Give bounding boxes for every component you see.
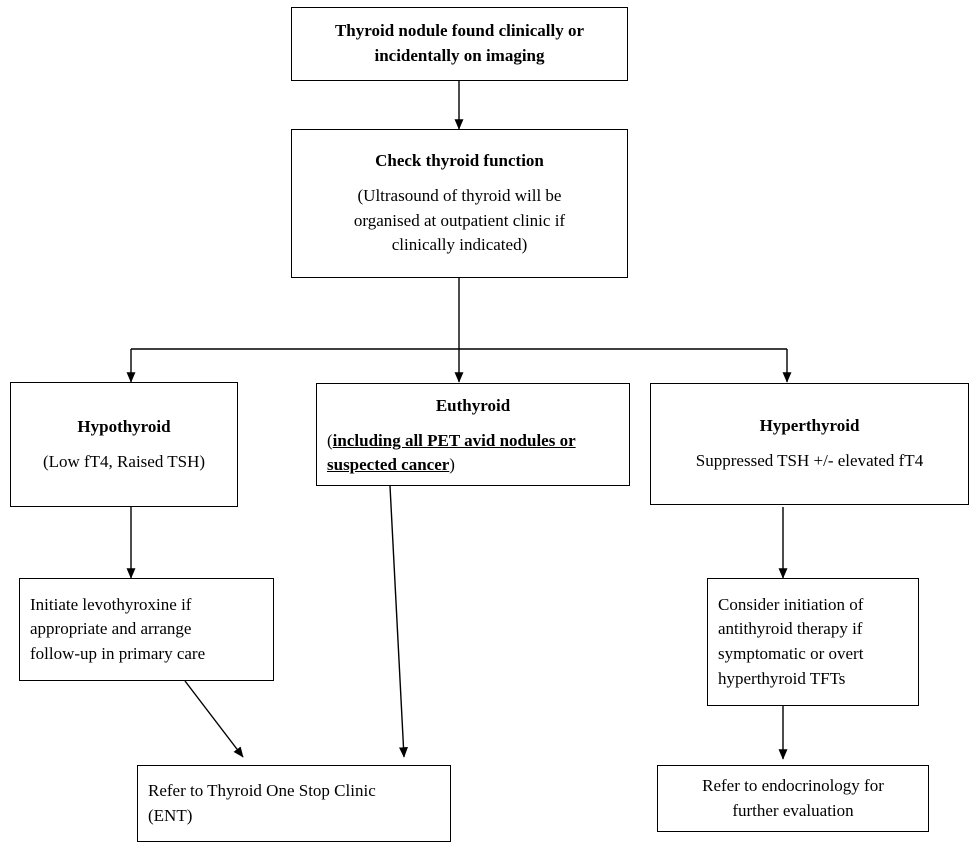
node-euthyroid-detail-open: ( — [327, 430, 333, 450]
node-check-line-3: clinically indicated) — [391, 235, 528, 255]
node-levothyroxine-line-2: appropriate and arrange — [30, 619, 192, 639]
node-levothyroxine-line-3: follow-up in primary care — [30, 643, 206, 663]
node-euthyroid-detail — [327, 429, 619, 478]
node-hypothyroid-heading: Hypothyroid — [77, 416, 171, 436]
node-antithyroid-line-4: hyperthyroid TFTs — [718, 668, 846, 688]
node-refer-one-stop-clinic — [137, 765, 451, 842]
node-endocrinology-line-1: Refer to endocrinology for — [702, 775, 884, 795]
node-hyperthyroid-detail: Suppressed TSH +/- elevated fT4 — [695, 451, 924, 470]
node-check-line-1: (Ultrasound of thyroid will be — [357, 185, 562, 205]
node-hyperthyroid-heading: Hyperthyroid — [759, 416, 860, 436]
node-antithyroid-line-2: antithyroid therapy if — [718, 619, 863, 639]
spacer — [21, 440, 227, 450]
node-euthyroid-heading: Euthyroid — [435, 396, 511, 415]
spacer — [302, 174, 617, 184]
node-refer-endocrinology — [657, 765, 929, 832]
node-hypothyroid-detail: (Low fT4, Raised TSH) — [42, 451, 206, 471]
node-start — [291, 7, 628, 81]
node-start-line-1: Thyroid nodule found clinically or — [334, 21, 585, 41]
node-euthyroid — [316, 383, 630, 486]
node-hypothyroid — [10, 382, 238, 507]
node-check-heading: Check thyroid function — [375, 151, 544, 171]
node-one-stop-line-1: Refer to Thyroid One Stop Clinic — [148, 780, 376, 800]
node-antithyroid-line-3: symptomatic or overt — [718, 644, 864, 663]
node-start-line-2: incidentally on imaging — [374, 46, 545, 65]
node-hyperthyroid — [650, 383, 969, 505]
node-one-stop-line-2: (ENT) — [148, 805, 193, 825]
node-levothyroxine-line-1: Initiate levothyroxine if — [30, 594, 192, 614]
spacer — [327, 419, 619, 429]
node-check-thyroid-function — [291, 129, 628, 278]
node-antithyroid-therapy — [707, 578, 919, 706]
node-initiate-levothyroxine — [19, 578, 274, 681]
spacer — [661, 439, 958, 449]
node-check-line-2: organised at outpatient clinic if — [353, 210, 566, 230]
node-endocrinology-line-2: further evaluation — [732, 800, 854, 820]
node-euthyroid-detail-underlined: including all PET avid nodules or suspected cancer — [327, 430, 576, 475]
node-euthyroid-detail-close: ) — [449, 455, 455, 475]
node-antithyroid-line-1: Consider initiation of — [718, 594, 864, 614]
